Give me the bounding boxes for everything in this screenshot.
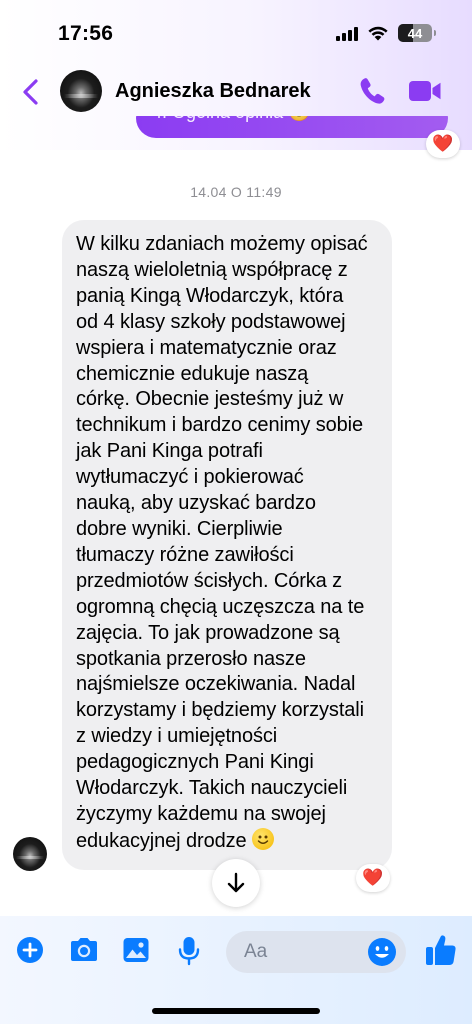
battery-level: 44 — [407, 25, 423, 41]
wifi-icon — [367, 25, 389, 41]
battery-icon — [398, 24, 432, 42]
gallery-icon[interactable] — [122, 936, 150, 964]
contact-name[interactable]: Agnieszka Bednarek — [115, 80, 311, 102]
chat-header — [0, 64, 472, 120]
message-timestamp: 14.04 O 11:49 — [190, 184, 282, 200]
sender-avatar[interactable] — [13, 837, 47, 871]
home-indicator[interactable] — [152, 1008, 320, 1014]
contact-avatar[interactable] — [60, 70, 102, 112]
heart-reaction-emoji: ❤️ — [362, 868, 384, 887]
status-icons — [336, 24, 432, 42]
status-time: 17:56 — [58, 22, 114, 45]
phone-icon[interactable] — [358, 76, 386, 106]
status-bar — [0, 0, 472, 68]
camera-icon[interactable] — [68, 936, 100, 964]
incoming-message-text: W kilku zdaniach możemy opisać naszą wieloletnią współpracę z panią Kingą Włodarczyk, która od 4 klasy szkoły podstawowej wspiera i matematycznie oraz chemicznie edukuje naszą córkę. Obecnie jesteśmy już w technikum i bardzo cenimy sobie jak Pani Kinga potrafi wytłumaczyć i pokierować nauką, aby uzyskać bardzo dobre wyniki. Cierpliwie tłumaczy różne zawiłości przedmiotów ścisłych. Córka z ogromną chęcią uczęszcza na te zajęcia. To jak prowadzone są spotkania przerosło nasze najśmielsze oczekiwania. Nadal korzystamy i będziemy korzystali z wiedzy i umiejętności pedagogicznych Pani Kingi Włodarczyk. Takich nauczycieli życzymy każdemu na swojej edukacyjnej drodze — [76, 233, 368, 852]
video-camera-icon[interactable] — [408, 78, 442, 104]
heart-reaction-emoji: ❤️ — [432, 134, 454, 153]
emoji-icon[interactable] — [367, 937, 397, 967]
back-chevron-icon[interactable] — [20, 78, 42, 106]
plus-icon[interactable] — [16, 936, 44, 964]
arrow-down-icon — [226, 872, 246, 894]
scroll-to-bottom-button[interactable] — [212, 859, 260, 907]
microphone-icon[interactable] — [177, 936, 201, 966]
cellular-signal-icon — [336, 25, 358, 41]
incoming-message-bubble[interactable] — [62, 220, 392, 870]
thumbs-up-icon[interactable] — [425, 933, 457, 967]
heart-reaction[interactable] — [426, 130, 460, 158]
smiling-face-emoji-icon — [252, 828, 274, 850]
heart-reaction[interactable] — [356, 864, 390, 892]
